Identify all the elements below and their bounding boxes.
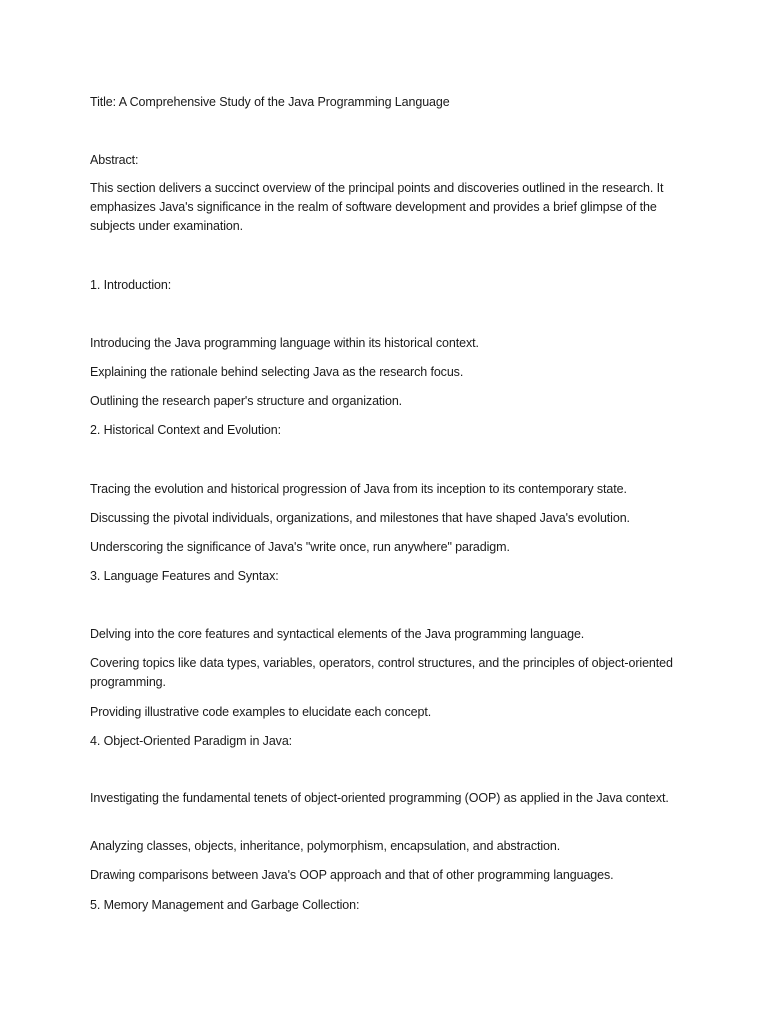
section-3-item-3: Providing illustrative code examples to elucidate each concept. bbox=[90, 705, 432, 719]
section-4-item-3: Drawing comparisons between Java's OOP approach and that of other programming languages. bbox=[90, 868, 614, 882]
section-2-item-2: Discussing the pivotal individuals, organizations, and milestones that have shaped Java's evolution. bbox=[90, 511, 630, 525]
document-title: Title: A Comprehensive Study of the Java Programming Language bbox=[90, 95, 450, 109]
section-heading-1: 1. Introduction: bbox=[90, 278, 172, 292]
section-heading-3: 3. Language Features and Syntax: bbox=[90, 569, 279, 583]
section-2-item-3: Underscoring the significance of Java's "write once, run anywhere" paradigm. bbox=[90, 540, 510, 554]
abstract-heading: Abstract: bbox=[90, 153, 139, 167]
section-heading-4: 4. Object-Oriented Paradigm in Java: bbox=[90, 734, 293, 748]
section-3-item-1: Delving into the core features and syntactical elements of the Java programming language. bbox=[90, 627, 585, 641]
section-3-item-2: Covering topics like data types, variables, operators, control structures, and the principles of object-oriented programming. bbox=[90, 656, 673, 689]
section-1-item-1: Introducing the Java programming language within its historical context. bbox=[90, 336, 479, 350]
abstract-text: This section delivers a succinct overview of the principal points and discoveries outlined in the research. It emphasizes Java's significance in the realm of software development and provides a brief glimpse of the subjects under examination. bbox=[90, 181, 664, 233]
section-4-item-2: Analyzing classes, objects, inheritance, polymorphism, encapsulation, and abstraction. bbox=[90, 839, 561, 853]
section-heading-2: 2. Historical Context and Evolution: bbox=[90, 423, 281, 437]
section-2-item-1: Tracing the evolution and historical progression of Java from its inception to its contemporary state. bbox=[90, 482, 627, 496]
section-4-item-1: Investigating the fundamental tenets of object-oriented programming (OOP) as applied in the Java context. bbox=[90, 791, 669, 805]
section-heading-5: 5. Memory Management and Garbage Collection: bbox=[90, 898, 360, 912]
section-1-item-2: Explaining the rationale behind selecting Java as the research focus. bbox=[90, 365, 464, 379]
section-1-item-3: Outlining the research paper's structure and organization. bbox=[90, 394, 403, 408]
